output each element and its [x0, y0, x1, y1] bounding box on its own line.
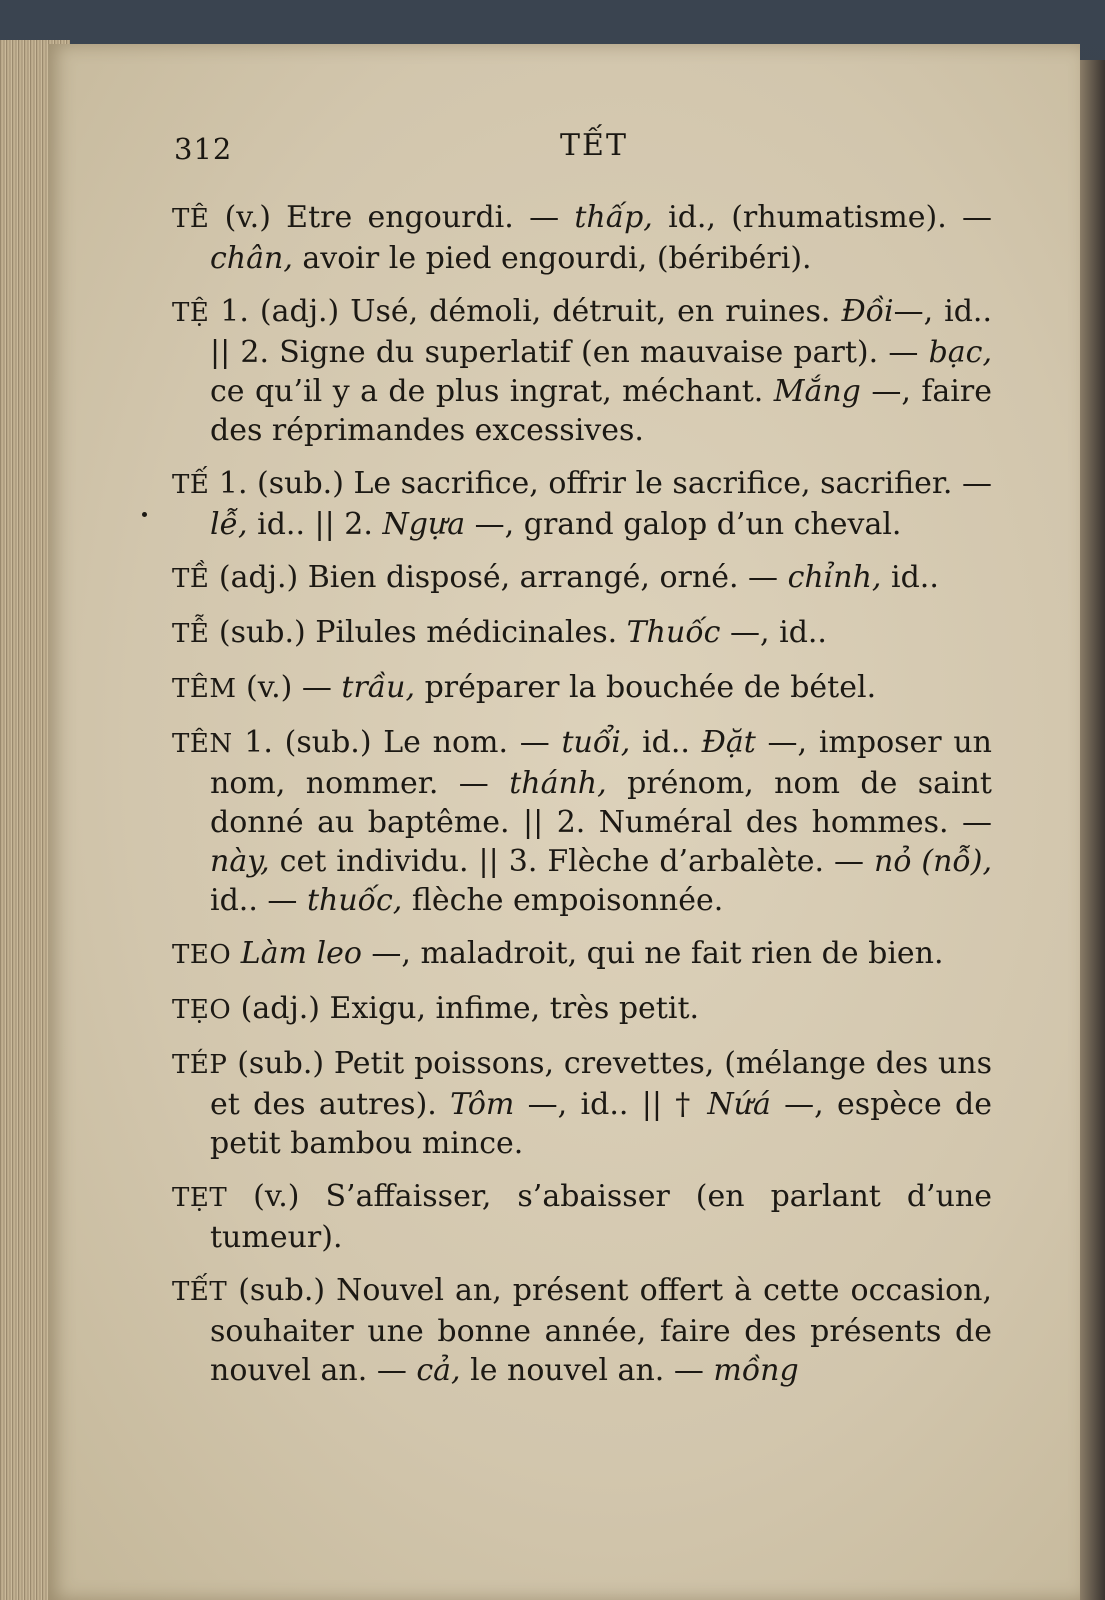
- headword: TÉP: [172, 1050, 228, 1080]
- page-header: [174, 128, 994, 182]
- headword: TỀ: [172, 564, 210, 594]
- dictionary-entries: [172, 198, 992, 1404]
- entry-te-2: TỆ 1. (adj.) Usé, démoli, détruit, en ruines. Đồi—, id.. || 2. Signe du superlatif (en mauvaise part). — bạc, ce qu’il y a de plus ingrat, méchant. Mắng —, faire des réprimandes excessives.: [172, 294, 992, 448]
- entry-te-5: TỄ (sub.) Pilules médicinales. Thuốc —, id..: [172, 615, 827, 650]
- headword: TỄ: [172, 619, 210, 649]
- headword: TEO: [172, 940, 232, 970]
- headword: TÊM: [172, 674, 237, 704]
- entry-tet-1: TẸT (v.) S’affaisser, s’abaisser (en parlant d’une tumeur).: [172, 1179, 992, 1255]
- entry-te-4: TỀ (adj.) Bien disposé, arrangé, orné. — chỉnh, id..: [172, 560, 939, 595]
- page-number: 312: [174, 132, 233, 166]
- entry-teo-1: TEO Làm leo —, maladroit, qui ne fait rien de bien.: [172, 936, 944, 971]
- running-head: TẾT: [560, 128, 628, 163]
- headword: TÊ: [172, 204, 210, 234]
- entry-teo-2: TẸO (adj.) Exigu, infime, très petit.: [172, 991, 700, 1026]
- margin-dot: [142, 512, 147, 517]
- headword: TẾ: [172, 470, 210, 500]
- entry-te-3: TẾ 1. (sub.) Le sacrifice, offrir le sacrifice, sacrifier. — lễ, id.. || 2. Ngựa —, grand galop d’un cheval.: [172, 466, 992, 542]
- headword: TỆ: [172, 298, 210, 328]
- headword: TÊN: [172, 729, 233, 759]
- entry-tet-2: TẾT (sub.) Nouvel an, présent offert à cette occasion, souhaiter une bonne année, faire des présents de nouvel an. — cả, le nouvel an. — mồng: [172, 1273, 992, 1388]
- headword: TẸT: [172, 1183, 228, 1213]
- entry-te-1: TÊ (v.) Etre engourdi. — thấp, id., (rhumatisme). — chân, avoir le pied engourdi, (béribéri).: [172, 200, 992, 276]
- entry-ten: TÊN 1. (sub.) Le nom. — tuổi, id.. Đặt —, imposer un nom, nommer. — thánh, prénom, nom de saint donné au baptême. || 2. Numéral des hommes. — này, cet individu. || 3. Flèche d’arbalète. — nỏ (nỗ), id.. — thuốc, flèche empoisonnée.: [172, 725, 992, 918]
- headword: TẾT: [172, 1277, 228, 1307]
- headword: TẸO: [172, 995, 232, 1025]
- entry-tep: TÉP (sub.) Petit poissons, crevettes, (mélange des uns et des autres). Tôm —, id.. || † Nứá —, espèce de petit bambou mince.: [172, 1046, 992, 1161]
- entry-tem: TÊM (v.) — trầu, préparer la bouchée de bétel.: [172, 670, 877, 705]
